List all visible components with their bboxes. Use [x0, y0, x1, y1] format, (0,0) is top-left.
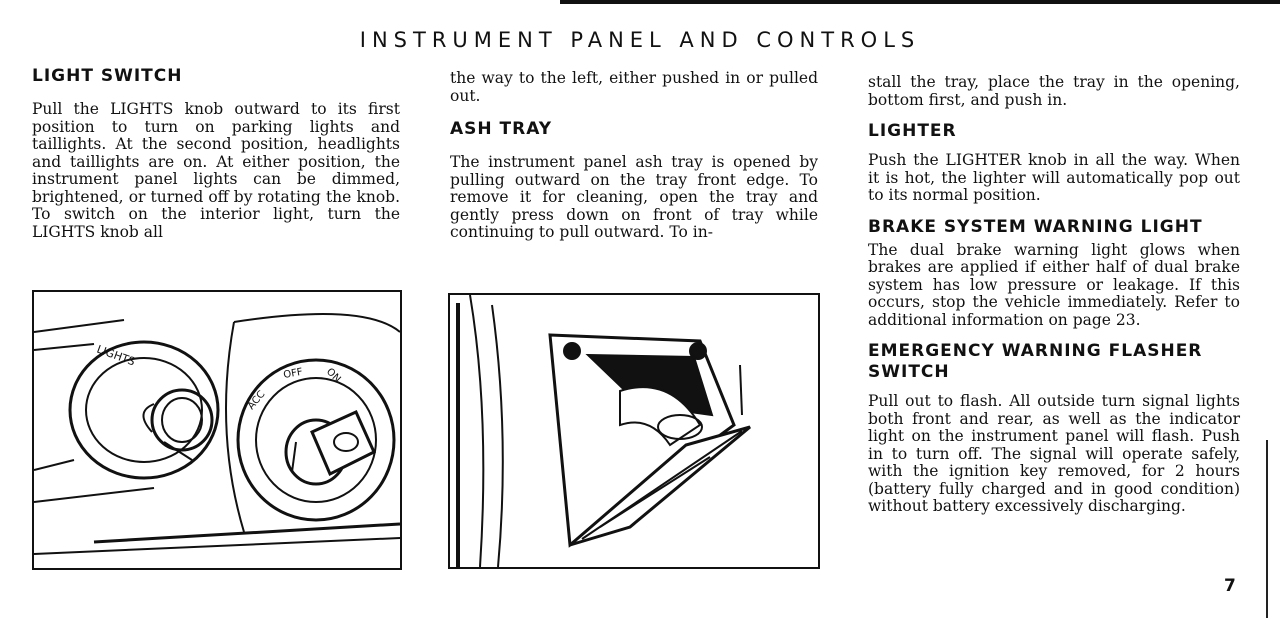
- ignition-label-on: ON: [323, 366, 343, 385]
- light-switch-continued-text: the way to the left, either pushed in or pulled out.: [450, 69, 818, 105]
- ignition-label-off: OFF: [282, 366, 304, 381]
- emergency-flasher-text: Pull out to flash. All outside turn signal lights both front and rear, as well as the indicator light on the instrument panel will flash. Push in to turn off. The signal will operate safely, with the ignition key removed, for 2 hours (battery fully charged and in good condition) without battery excessively discharging.: [868, 392, 1240, 515]
- ash-tray-illustration: [448, 293, 820, 569]
- light-switch-text: Pull the LIGHTS knob outward to its first position to turn on parking lights and taillights. At the second position, headlights and taillights are on. At either position, the instrument panel lights can be dimmed, brightened, or turned off by rotating the knob. To switch on the interior light, turn the LIGHTS knob all: [32, 100, 400, 241]
- page-edge-line: [1266, 440, 1268, 618]
- column-3: [868, 66, 1240, 528]
- column-1: [32, 66, 400, 253]
- column-2: [450, 66, 818, 254]
- page-number: 7: [1224, 576, 1236, 596]
- lighter-text: Push the LIGHTER knob in all the way. When it is hot, the lighter will automatically pop out to its normal position.: [868, 151, 1240, 204]
- lighter-heading: LIGHTER: [868, 121, 957, 141]
- light-switch-illustration: [32, 290, 402, 570]
- lights-knob-label: LIGHTS: [94, 342, 137, 369]
- page-title: INSTRUMENT PANEL AND CONTROLS: [359, 28, 921, 52]
- ash-tray-text: The instrument panel ash tray is opened by pulling outward on the tray front edge. To remove it for cleaning, open the tray and gently press down on front of tray while continuing to pull outward. To in-: [450, 153, 818, 241]
- emergency-flasher-heading: EMERGENCY WARNING FLASHER SWITCH: [868, 341, 1203, 382]
- ash-tray-heading: ASH TRAY: [450, 119, 553, 139]
- light-switch-heading: LIGHT SWITCH: [32, 66, 183, 86]
- ignition-label-acc: ACC: [245, 389, 268, 412]
- brake-warning-text: The dual brake warning light glows when brakes are applied if either half of dual brake system has low pressure or leakage. If this occurs, stop the vehicle immediately. Refer to additional information on page 23.: [868, 240, 1240, 329]
- top-rule: [560, 0, 1280, 4]
- ash-tray-continued-text: stall the tray, place the tray in the opening, bottom first, and push in.: [868, 73, 1240, 109]
- brake-warning-heading: BRAKE SYSTEM WARNING LIGHT: [868, 216, 1203, 237]
